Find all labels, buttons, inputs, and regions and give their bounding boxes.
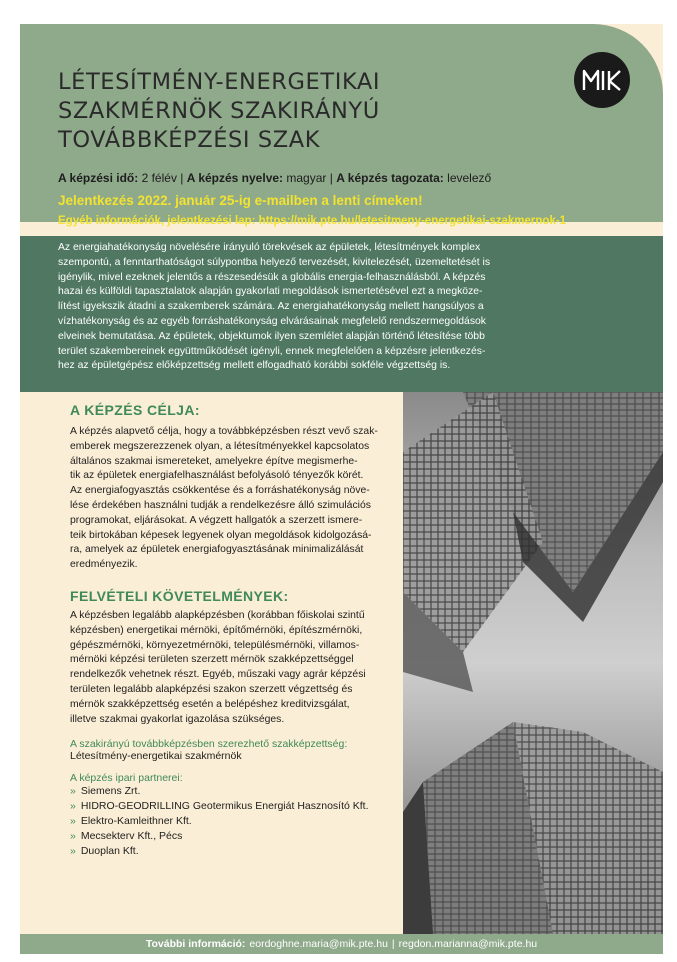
goal-line: emberek megszerezzenek olyan, a létesítményekkel kapcsolatos [70,440,370,452]
requirements-line: gépészmérnöki, környezetmérnöki, településmérnöki, villamos- [70,639,360,651]
goal-line: teik birtokában képesek legyenek olyan megoldások kidolgozásá- [70,529,372,541]
requirements-line: illetve szakmai gyakorlat igazolása szükséges. [70,713,285,725]
footer-separator: | [391,938,395,950]
requirements-line: rendelkezők vehetnek részt. Egyéb, műszaki vagy agrár képzési [70,669,366,681]
bullet-icon: » [70,815,76,828]
mode-label: A képzés tagozata: [336,171,444,185]
intro-line: hez az épületgépész előképzettség mellett elfogadható korábbi sokféle végzettség is. [58,360,451,372]
intro-text [58,241,638,374]
partner-name: Duoplan Kft. [80,845,139,858]
footer-contact [20,934,663,954]
goal-text [70,425,395,573]
requirements-line: mérnöki képzési területen szerzett mérnök szakképzettséggel [70,654,354,666]
main-content [70,402,395,859]
bullet-icon: » [70,845,76,858]
partners-list [70,784,395,859]
partners-label: A képzés ipari partnerei: [70,772,183,785]
intro-line: terület szakembereinek együttműködését igényli, ennek megfelelően a képzésre jelentkezés- [58,345,486,357]
requirements-text [70,609,395,727]
meta-separator: | [180,171,184,185]
title-line: SZAKMÉRNÖK SZAKIRÁNYÚ [58,98,380,124]
partner-name: HIDRO-GEODRILLING Geotermikus Energiát Hasznosító Kft. [80,800,369,813]
intro-line: hazai és külföldi tapasztalatok alapján gyakorlati megoldások ismertetésével ezt a megköze- [58,286,483,298]
mode-value: levelező [447,171,492,185]
duration-value: 2 félév [141,171,177,185]
goal-line: Az energiafogyasztás csökkentése és a forráshatékonyság növe- [70,485,370,497]
requirements-line: területen legalább alapképzési szakon szerzett végzettség és [70,683,353,695]
duration-label: A képzési idő: [58,171,139,185]
list-item [70,814,395,829]
intro-line: vízhatékonyság és az egyéb forráshatékonyság elvárásainak megfelelő rendszermegoldások [58,315,486,327]
list-item [70,784,395,799]
requirements-line: mérnök szakképzettség esetén a belépéshez kreditvizsgálat, [70,698,350,710]
intro-line: igénylik, mivel ezeknek jelentős a részesedésük a globális energia-felhasználásból. A képzés [58,271,486,283]
goal-line: ra, amelyek az épületek energiafogyasztásának minimalizálását [70,544,364,556]
qualification-value: Létesítmény-energetikai szakmérnök [70,750,242,763]
list-item [70,829,395,844]
list-item [70,799,395,814]
list-item [70,844,395,859]
course-meta [58,171,491,185]
bullet-icon: » [70,800,76,813]
contact-email-1[interactable]: eordoghne.maria@mik.pte.hu [249,938,388,950]
requirements-line: A képzésben legalább alapképzésben (korábban főiskolai szintű [70,609,365,621]
qualification-label: A szakirányú továbbképzésben szerezhető szakképzettség: [70,738,348,751]
partner-name: Elektro-Kamleithner Kft. [80,815,192,828]
requirements-line: képzésben) energetikai mérnöki, építőmérnöki, építészmérnöki, [70,624,363,636]
goal-line: eredményezik. [70,559,138,571]
goal-line: A képzés alapvető célja, hogy a továbbképzésben részt vevő szak- [70,426,378,437]
building-illustration [403,392,663,934]
intro-line: lítést igyekszik átadni a szakemberek számára. Az energiahatékonyság mellett hangsúlyos a [58,301,484,313]
goal-line: általános szakmai ismereteket, amelyekre építve megismerhe- [70,455,358,467]
language-label: A képzés nyelve: [186,171,284,185]
contact-email-2[interactable]: regdon.marianna@mik.pte.hu [398,938,538,950]
title-line: TOVÁBBKÉPZÉSI SZAK [58,127,321,153]
requirements-heading: FELVÉTELI KÖVETELMÉNYEK: [70,587,289,604]
info-link[interactable]: Egyéb információk, jelentkezési lap: https://mik.pte.hu/letesitmeny-energetikai-szakmernok-1 [58,215,567,227]
intro-line: szempontú, a fenntarthatóságot súlypontba helyező tervezését, kivitelezését, üzemeltetését is [58,256,491,268]
partner-name: Mecsekterv Kft., Pécs [80,830,183,843]
title-line: LÉTESÍTMÉNY-ENERGETIKAI [58,69,381,95]
mik-logo-mark [582,68,622,92]
goal-line: lése érdekében használni tudják a rendelkezésre álló szimulációs [70,499,371,511]
goal-heading: A KÉPZÉS CÉLJA: [70,402,200,418]
footer-label: További információ: [145,938,246,950]
intro-line: elveinek bemutatása. Az épületek, objektumok ilyen szemlélet alapján történő létesítése több [58,330,485,342]
goal-line: programokat, eljárásokat. A végzett hallgatók a szerzett ismere- [70,514,363,526]
skyscraper-photo [403,392,663,934]
partner-name: Siemens Zrt. [80,785,141,798]
meta-separator: | [329,171,333,185]
application-deadline: Jelentkezés 2022. január 25-ig e-mailben a lenti címeken! [58,193,423,208]
page-title [58,68,538,155]
bullet-icon: » [70,785,76,798]
goal-line: tik az épületek energiafelhasználást befolyásoló tényezők körét. [70,470,364,482]
mik-logo [574,52,630,108]
bullet-icon: » [70,830,76,843]
language-value: magyar [286,171,327,185]
intro-line: Az energiahatékonyság növelésére irányuló törekvések az épületek, létesítmények komplex [58,242,481,253]
